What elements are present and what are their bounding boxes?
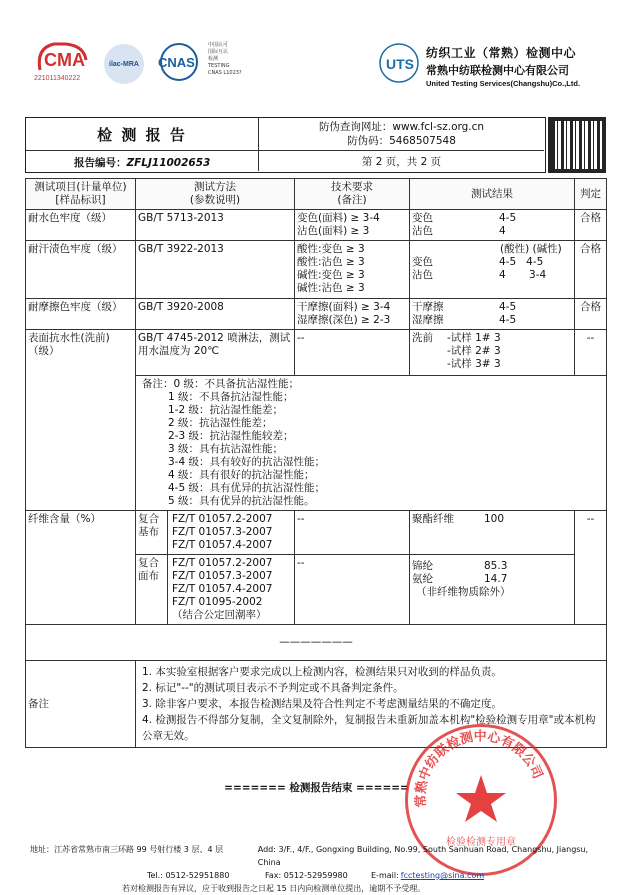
results-table <box>25 178 607 748</box>
svg-text:CNAS: CNAS <box>158 55 195 70</box>
fiber-face-row: 复合面布 FZ/T 01057.2-2007 FZ/T 01057.3-2007 FZ/T 01057.4-2007 FZ/T 01095-2002 （结合公定回潮率） -- 锦纶 85.3 氨纶 14.7 （非纤维物质除外） <box>26 555 607 625</box>
end-line: ======= 检测报告结束 ====== <box>224 782 409 794</box>
table-row: 表面抗水性(洗前)（级） GB/T 4745-2012 喷淋法，测试用水温度为 20℃ -- 洗前 -试样 1# 3 -试样 2# 3 -试样 3# 3 -- <box>26 330 607 376</box>
fiber-base-row: 纤维含量（%） 复合基布 FZ/T 01057.2-2007 FZ/T 01057.3-2007 FZ/T 01057.4-2007 -- 聚酯纤维 100 -- <box>26 511 607 555</box>
table-row: 耐水色牢度（级） GB/T 5713-2013 变色(面料) ≥ 3-4 沾色(面料) ≥ 3 变色 4-5 沾色 4 合格 <box>26 210 607 241</box>
page-info: 第 2 页，共 2 页 <box>361 156 442 168</box>
report-title: 检 测 报 告 <box>97 125 187 144</box>
notes-row: 备注 1. 本实验室根据客户要求完成以上检测内容，检测结果只对收到的样品负责。 2. 标记"--"的测试项目表示不予判定或不具备判定条件。 3. 除非客户要求，本报告检测结果及符合性判定不考虑测量结果的不确定度。 4. 检测报告不得部分复制，全文复制除外，复制报告未重新加盖本机构"检验检测专用章"或本机构公章无效。 <box>26 661 607 748</box>
footer: 地址：江苏省常熟市南三环路 99 号射行楼 3 层、4 层 Add: 3/F., 4/F., Gongxing Building, No.99, South Sanhuan Road, Changshu, Jiangsu, China Tel.: 0512-52951880 Fax: 0512-52959980 E-mail: fcctesting@sina.com 若对检测报告有异议，应于收到报告之日起 15 日内向检测单位提出，逾期不予受理。 <box>30 845 589 893</box>
svg-text:UTS: UTS <box>386 56 414 72</box>
company-name: 纺织工业（常熟）检测中心 常熟中纺联检测中心有限公司 United Testing Services(Changshu)Co.,Ltd. <box>426 46 581 88</box>
report-no: ZFLJ11002653 <box>126 157 211 169</box>
table-row: 耐摩擦色牢度（级） GB/T 3920-2008 干摩擦(面料) ≥ 3-4 湿摩擦(深色) ≥ 2-3 干摩擦 4-5 湿摩擦 4-5 合格 <box>26 299 607 330</box>
report-header <box>25 117 546 173</box>
table-row: 耐汗渍色牢度（级） GB/T 3922-2013 酸性:变色 ≥ 3 酸性:沾色 ≥ 3 碱性:变色 ≥ 3 碱性:沾色 ≥ 3 (酸性) (碱性) 变色 4-5 4-5 沾色 4 3-4 合格 <box>26 241 607 299</box>
uts-logo <box>376 42 422 84</box>
email-link[interactable]: fcctesting@sina.com <box>400 871 485 880</box>
qr-code <box>548 117 606 173</box>
svg-text:CMA: CMA <box>44 50 85 70</box>
svg-text:常熟中纺联检测中心有限公司: 常熟中纺联检测中心有限公司 <box>413 729 545 808</box>
remarks-row: 备注： 0 级：不具备抗沾湿性能； 1 级：不具备抗沾湿性能； 1-2 级：抗沾湿性能差； 2 级：抗沾湿性能差； 2-3 级：抗沾湿性能较差； 3 级：具有抗沾湿性能； 3-4 级：具有较好的抗沾湿性能； 4 级：具有很好的抗沾湿性能； 4-5 级：具有优异的抗沾湿性能； 5 级：具有优异的抗沾湿性能。 <box>26 376 607 511</box>
verify-code: 防伪码：5468507548 <box>347 135 456 147</box>
cma-logo <box>34 40 92 84</box>
ilac-logo: ilac-MRA <box>104 44 144 84</box>
cma-number: 221011340222 <box>34 75 81 82</box>
report-no-label: 报告编号： <box>74 157 127 169</box>
separator-row: ——————— <box>26 625 607 661</box>
svg-text:检验检测专用章: 检验检测专用章 <box>446 837 516 848</box>
cnas-logo: CNAS 中国认可 国际互认 检测 TESTING CNAS L1023? <box>152 42 252 86</box>
verify-site[interactable]: 防伪查询网址：www.fcl-sz.org.cn <box>318 121 485 133</box>
table-header: 测试项目(计量单位) [样品标识] 测试方法 (参数说明) 技术要求 (备注) 测试结果 判定 <box>26 179 607 210</box>
